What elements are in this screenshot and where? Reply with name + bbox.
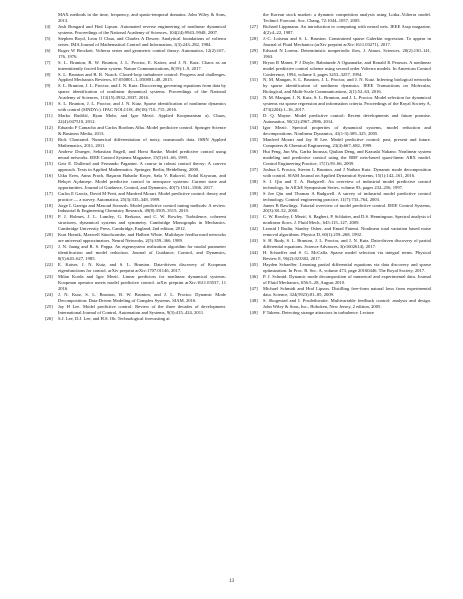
reference-entry: [250, 36, 431, 48]
reference-number: [43]: [250, 238, 258, 244]
reference-text: Milan Korda and Igor Mezić. Linear predictors for nonlinear dynamical systems: Koopman operator meets model predictive control. arXiv preprint arXiv:1611.03537, 11 2016.: [58, 273, 226, 291]
reference-entry: [250, 262, 431, 274]
reference-entry: [45, 304, 226, 316]
reference-number: [20]: [45, 232, 53, 238]
reference-number: [4]: [45, 23, 51, 29]
reference-number: [16]: [45, 172, 53, 178]
reference-text: Igor Mezić. Spectral properties of dynamical systems, model reduction and decompositions. Nonlinear Dynamics, 41(1-3):309–325, 2005.: [263, 125, 431, 137]
reference-number: [31]: [250, 77, 258, 83]
reference-entry: [45, 316, 226, 322]
reference-number: [29]: [250, 47, 258, 53]
reference-number: [12]: [45, 125, 53, 131]
reference-entry: [45, 36, 226, 48]
reference-number: [5]: [45, 35, 51, 41]
reference-entry: [45, 149, 226, 161]
reference-entry: [250, 149, 431, 167]
reference-text: S Joe Qin and Thomas A Badgwell. A survey of industrial model predictive control technology. Control engineering practice, 11(7):733–764, 2003.: [263, 190, 431, 202]
reference-text: Utku Eren, Anna Prach, Başaran Bahadır Koçer, Saša V. Raković, Erdal Kayacan, and Behçet Açıkmeşe. Model predictive control in aerospace systems: Current state and opportunities. Journal of Guidance, Control, and Dynamics, 40(7):1541–1566, 2017.: [58, 172, 226, 190]
reference-entry: [250, 95, 431, 113]
reference-entry: [250, 113, 431, 125]
reference-text: Edward N Lorenz. Deterministic nonperiodic flow. J. Atmos. Sciences, 20(2):130–141, 1963.: [263, 47, 431, 59]
reference-number: [48]: [250, 297, 258, 303]
reference-entry: [45, 48, 226, 60]
reference-entry: [250, 310, 431, 316]
reference-number: [26]: [45, 315, 53, 321]
reference-entry: [45, 113, 226, 125]
reference-entry: [250, 137, 431, 149]
reference-number: [19]: [45, 214, 53, 220]
references-right-column: [250, 12, 431, 316]
reference-entry: [250, 167, 431, 179]
reference-text: J.-C. Loiseau and S. L. Brunton. Constrained sparse Galerkin regression. To appear in Journal of Fluid Mechanics (arXiv preprint arXiv:1611.03271), 2017.: [263, 35, 431, 47]
reference-entry: [45, 214, 226, 232]
reference-entry: [250, 238, 431, 250]
reference-text: S.J. Lee, D.J. Lee, and H.S. Oh. Technological forecasting at: [58, 315, 170, 321]
reference-text: F Takens. Detecting strange attractors in turbulence. Lecture: [263, 309, 374, 315]
reference-entry: [45, 101, 226, 113]
reference-entry: [250, 191, 431, 203]
reference-text: S. L. Brunton, B. W. Brunton, J. L. Proctor, E. Kaiser, and J. N. Kutz. Chaos as an intermittently forced linear system. Nature Communications, 8(19):1–9, 2017.: [58, 59, 226, 71]
reference-text: Manfred Morari and Jay H Lee. Model predictive control: past, present and future. Computers & Chemical Engineering, 23(4):667–682, 1999.: [263, 137, 431, 148]
reference-text: Josh Bongard and Hod Lipson. Automated reverse engineering of nonlinear dynamical systems. Proceedings of the National Academy of Sciences, 104(24):9943–9948, 2007.: [58, 23, 226, 35]
reference-number: [10]: [45, 101, 53, 107]
reference-number: [46]: [250, 273, 258, 279]
reference-entry: [250, 125, 431, 137]
reference-number: [32]: [250, 95, 258, 101]
reference-text: Stephen Boyd, Leon O Chua, and Charles A Desoer. Analytical foundations of volterra series. IMA Journal of Mathematical Control and Information, 1(3):243–282, 1984.: [58, 35, 226, 47]
reference-text: N. M. Mangan, S. L. Brunton, J. L. Proctor, and J. N. Kutz. Inferring biological networks by sparse identification of nonlinear dynamics. IEEE Transactions on Molecular, Biological, and Multi-Scale Communications, 2(1):52–63, 2016.: [263, 77, 431, 95]
reference-number: [45]: [250, 262, 258, 268]
reference-text: Jay H Lee. Model predictive control: Review of the three decades of development. International Journal of Control, Automation and Systems, 9(3):415–424, 2011.: [58, 303, 226, 315]
reference-text: D. Q. Mayne. Model predictive control: Recent developments and future promise. Automatica, 50(12):2967–2986, 2014.: [263, 113, 431, 125]
reference-text: E. Kaiser, J. N. Kutz, and S. L. Brunton. Data-driven discovery of Koopman eigenfunctions for control. arXiv preprint arXiv:1707.01146, 2017.: [58, 262, 226, 273]
reference-entry: [250, 179, 431, 191]
reference-number: [25]: [45, 303, 53, 309]
reference-number: [23]: [45, 273, 53, 279]
reference-entry: [250, 286, 431, 298]
reference-entry: [250, 214, 431, 226]
reference-text: S. L. Brunton and B. R. Noack. Closed-loop turbulence control: Progress and challenges. Applied Mechanics Reviews, 67:050801–1–050801–48, 2015.: [58, 71, 226, 83]
reference-number: [28]: [250, 35, 258, 41]
reference-entry: [45, 203, 226, 215]
reference-entry: [45, 24, 226, 36]
reference-entry: [45, 83, 226, 101]
reference-number: [39]: [250, 190, 258, 196]
reference-number: [15]: [45, 160, 53, 166]
reference-entry: [250, 250, 431, 262]
reference-number: [34]: [250, 125, 258, 131]
reference-text: P. J. Holmes, J. L. Lumley, G. Berkooz, and C. W. Rowley. Turbulence, coherent structures, dynamical systems and symmetry. Cambridge Monographs in Mechanics. Cambridge University Press, Cambridge, England, 2nd edition, 2012.: [58, 214, 226, 232]
reference-text: S. L. Brunton, J. L. Proctor, and J. N. Kutz. Sparse identification of nonlinear dynamics with control (SINDYc). IFAC NOLCOS, 49(18):710–715, 2016.: [58, 101, 226, 113]
reference-text: Carlos E García, David M Prett, and Manfred Morari. Model predictive control: theory and practice — a survey. Automatica, 25(3):335–348, 1989.: [58, 190, 226, 202]
reference-entry: [45, 161, 226, 173]
reference-number: [7]: [45, 59, 51, 65]
reference-number: [27]: [250, 23, 258, 29]
reference-entry: [250, 274, 431, 286]
reference-text: J. N. Juang and R. S. Pappa. An eigensystem realization algorithm for modal parameter identification and model reduction. Journal of Guidance, Control, and Dynamics, 8(5):620–627, 1985.: [58, 244, 226, 262]
reference-text: Kurt Hornik, Maxwell Stinchcombe, and Halbert White. Multilayer feedforward networks are universal approximators. Neural Networks, 2(5):359–366, 1989.: [58, 232, 226, 244]
reference-text: Roger W Brockett. Volterra series and geometric control theory. Automatica, 12(2):167–176, 1976.: [58, 47, 226, 59]
reference-text: P. J. Schmid. Dynamic mode decomposition of numerical and experimental data. Journal of Fluid Mechanics, 656:5–28, August 2010.: [263, 273, 431, 285]
reference-entry: [45, 72, 226, 84]
reference-entry: [250, 77, 431, 95]
reference-entry: [250, 203, 431, 215]
reference-number: [22]: [45, 262, 53, 268]
reference-number: [13]: [45, 137, 53, 143]
reference-entry: [250, 60, 431, 78]
reference-number: [44]: [250, 250, 258, 256]
references-left-column: [45, 12, 226, 322]
reference-text: S. L. Brunton, J. L. Proctor, and J. N. Kutz. Discovering governing equations from data by sparse identification of nonlinear dynamical systems. Proceedings of the National Academy of Sciences, 113(15):3932–3937, 2016.: [58, 83, 226, 101]
reference-text: Leonid I Rudin, Stanley Osher, and Emad Fatemi. Nonlinear total variation based noise removal algorithms. Physica D, 60(1):259–268, 1992.: [263, 226, 431, 238]
reference-number: [49]: [250, 309, 258, 315]
reference-number: [21]: [45, 244, 53, 250]
reference-text: H. Schaeffer and S. G. McCalla. Sparse model selection via integral terms. Physical Review E, 96(2):023302, 2017.: [263, 250, 431, 262]
reference-text: Eduardo F Camacho and Carlos Bordons Alba. Model predictive control. Springer Science & Business Media, 2013.: [58, 125, 226, 137]
reference-entry: [250, 226, 431, 238]
reference-number: [11]: [45, 113, 53, 119]
page-number: 13: [228, 578, 235, 584]
reference-number: [36]: [250, 148, 258, 154]
reference-text: Marko Budišić, Ryan Mohr, and Igor Mezić. Applied Koopmanism a). Chaos, 22(4):047510, 2012.: [58, 113, 226, 125]
reference-entry: [45, 262, 226, 274]
reference-text: S. H. Rudy, S. L. Brunton, J. L. Proctor, and J. N. Kutz. Data-driven discovery of partial differential equations. Science Advances, 3(e1602614), 2017.: [263, 238, 431, 250]
reference-text: Hui Peng, Jun Wu, Garba Inoussa, Qiulian Deng, and Kazushi Nakano. Nonlinear system modeling and predictive control using the RBF nets-based quasi-linear ARX model. Control Engineering Practice, 17(1):59–66, 2009.: [263, 148, 431, 166]
reference-text: Rick Chartrand. Numerical differentiation of noisy, nonsmooth data. ISRN Applied Mathematics, 2011, 2011.: [58, 137, 226, 148]
reference-text: Andrew Draeger, Sebastian Engell, and Horst Ranke. Model predictive control using neural networks. IEEE Control Systems Magazine, 15(5):61–66, 1995.: [58, 148, 226, 160]
reference-text: C. W. Rowley, I. Mezić, S. Bagheri, P. Schlatter, and D.S. Henningson. Spectral analysis of nonlinear flows. J. Fluid Mech., 645:115–127, 2009.: [263, 214, 431, 226]
reference-entry: [45, 60, 226, 72]
reference-entry: [45, 125, 226, 137]
reference-text: Michael Schmidt and Hod Lipson. Distilling free-form natural laws from experimental data. Science, 324(5923):81–85, 2009.: [263, 285, 431, 297]
reference-text: Joshua L Proctor, Steven L Brunton, and J Nathan Kutz. Dynamic mode decomposition with control. SIAM Journal on Applied Dynamical Systems, 15(1):142–161, 2016.: [263, 166, 431, 178]
reference-number: [35]: [250, 137, 258, 143]
reference-number: [8]: [45, 71, 51, 77]
reference-text: N. M. Mangan, J. N. Kutz, S. L. Brunton, and J. L. Proctor. Model selection for dynamical systems via sparse regression and information criteria. Proceedings of the Royal Society A, 473(2204):1–16, 2017.: [263, 95, 431, 113]
reference-number: [37]: [250, 166, 258, 172]
reference-text: J. N. Kutz, S. L. Brunton, B. W. Brunton, and J. L. Proctor. Dynamic Mode Decomposition: Data-Driven Modeling of Complex Systems. SIAM, 2016.: [58, 291, 226, 303]
reference-entry: [45, 274, 226, 292]
reference-entry: [45, 173, 226, 191]
reference-entry: [45, 232, 226, 244]
reference-number: [41]: [250, 214, 258, 220]
reference-text: Bryon R Maner, F J Doyle, Babatunde A Ogunnaike, and Ronald K Pearson. A nonlinear model predictive control scheme using second order Volterra models. In American Control Conference, 1994, volume 3, pages 3253–3257, 1994.: [263, 59, 431, 77]
reference-text: the Korean stock market: a dynamic competition analysis using Lotka–Volterra model. Technol. Forecast. Soc. Chang, 72:1044–1057, 2005.: [263, 12, 431, 23]
reference-entry: [250, 48, 431, 60]
reference-entry: [45, 12, 226, 24]
reference-number: [47]: [250, 285, 258, 291]
reference-entry: [45, 191, 226, 203]
reference-entry: [45, 292, 226, 304]
reference-entry: [250, 298, 431, 310]
reference-text: James B Rawlings. Tutorial overview of model predictive control. IEEE Control Systems, 20(3):38–52, 2000.: [263, 202, 431, 214]
reference-text: Hayden Schaeffer. Learning partial differential equations via data discovery and sparse optimization. In Proc. R. Soc. A, volume 473, page 20160446. The Royal Society, 2017.: [263, 262, 431, 273]
reference-number: [24]: [45, 291, 53, 297]
reference-text: Richard Lippmann. An introduction to computing with neural nets. IEEE Assp magazine, 4(2):4–22, 1987.: [263, 23, 431, 35]
reference-number: [42]: [250, 226, 258, 232]
reference-text: Jorge L Garriga and Masoud Soroush. Model predictive control tuning methods: A review. Industrial & Engineering Chemistry Research, 49(8):3505–3515, 2010.: [58, 202, 226, 214]
reference-number: [18]: [45, 202, 53, 208]
reference-number: [6]: [45, 47, 51, 53]
reference-number: [33]: [250, 113, 258, 119]
reference-entry: [45, 244, 226, 262]
reference-text: S. J. Qin and T. A. Badgwell. An overview of industrial model predictive control technology. In AIChE Symposium Series, volume 93, pages 232–256, 1997.: [263, 178, 431, 190]
reference-number: [14]: [45, 148, 53, 154]
reference-entry: [250, 24, 431, 36]
reference-text: Geir E. Dullerud and Fernando Paganini. A course in robust control theory: A convex approach. Texts in Applied Mathematics. Springer, Berlin, Heidelberg, 2000.: [58, 160, 226, 172]
reference-number: [40]: [250, 202, 258, 208]
reference-entry: [250, 12, 431, 24]
reference-entry: [45, 137, 226, 149]
reference-number: [9]: [45, 83, 51, 89]
reference-number: [17]: [45, 190, 53, 196]
reference-number: [38]: [250, 178, 258, 184]
reference-text: MAX methods in the time, frequency, and spatio-temporal domains. John Wiley & Sons, 2013.: [58, 12, 226, 23]
reference-number: [30]: [250, 59, 258, 65]
reference-text: S. Skogestad and I. Postlethwaite. Multivariable feedback control: analysis and design. John Wiley & Sons, Inc., Hoboken, New Jersey, 2 edition, 2005.: [263, 297, 431, 309]
